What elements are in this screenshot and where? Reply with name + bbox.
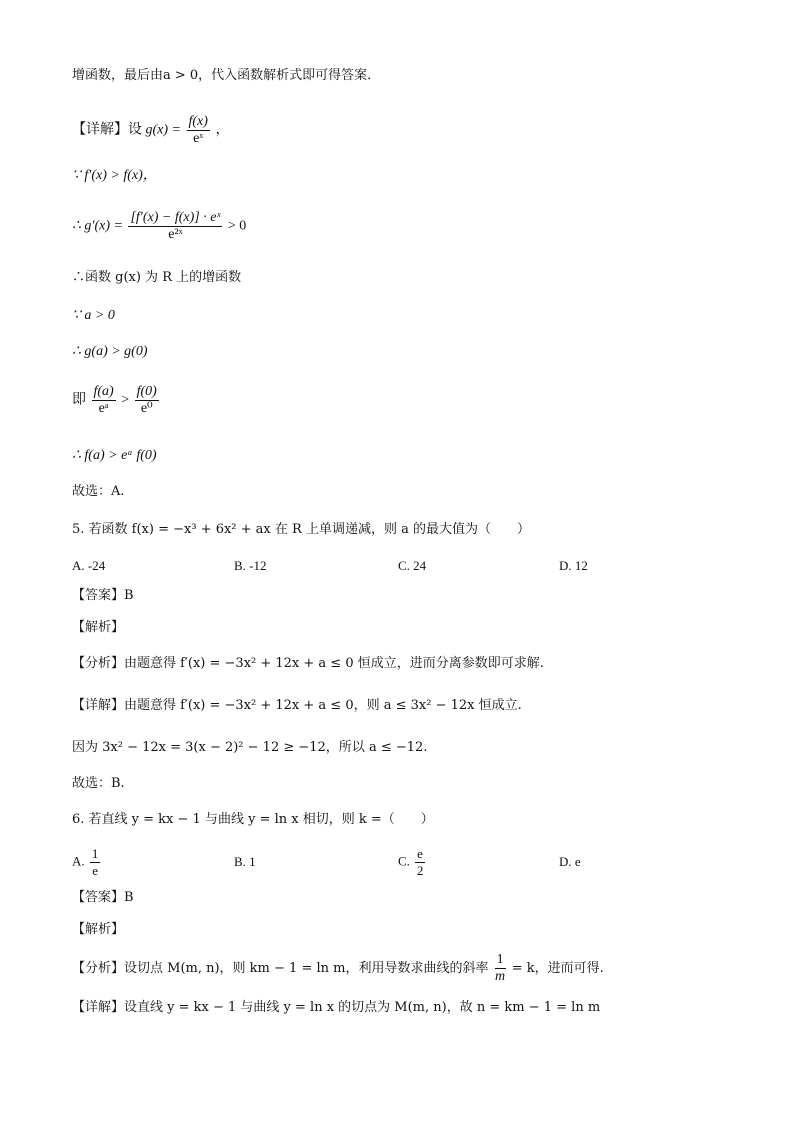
section-tag: 【详解】设: [72, 122, 142, 138]
detail-line: 【详解】由题意得 f′(x) = −3x² + 12x + a ≤ 0，则 a ≤ 3x² − 12x 恒成立.: [72, 698, 522, 713]
answer-line: 【答案】B: [72, 588, 134, 603]
fraction-den: m: [495, 969, 506, 984]
analysis-tag: 【解析】: [72, 922, 125, 937]
fraction: [92, 384, 116, 417]
analysis-line: [72, 952, 604, 985]
derivation-line: [72, 210, 246, 243]
fraction-num: e: [417, 846, 423, 861]
fraction-num: f(0): [136, 384, 157, 399]
detail-line: 因为 3x² − 12x = 3(x − 2)² − 12 ≥ −12，所以 a ≤ −12.: [72, 740, 428, 755]
analysis-tag: 【解析】: [72, 620, 125, 635]
fraction-num: 1: [496, 952, 504, 967]
answer-line: 【答案】B: [72, 890, 134, 905]
fraction-den: e⁰: [140, 401, 153, 416]
text-line: ∴函数 g(x) 为 R 上的增函数: [72, 270, 242, 285]
fraction-den: e²ˣ: [168, 227, 183, 242]
derivation-line: ∵ f′(x) > f(x)，: [72, 168, 157, 183]
derivation-line: [72, 114, 229, 147]
fraction: [135, 384, 159, 417]
text-line: ∵ a > 0: [72, 308, 115, 323]
text: 【分析】设切点 M(m, n)，则 km − 1 = ln m，利用导数求曲线的斜率: [72, 961, 489, 976]
text-line: 增函数，最后由a > 0，代入函数解析式即可得答案．: [72, 68, 381, 83]
question-6: 6. 若直线 y = kx − 1 与曲线 y = ln x 相切，则 k =（ ）: [72, 812, 434, 827]
option-c: C. 24: [398, 558, 427, 573]
text: = k，进而可得.: [511, 961, 604, 976]
option-d: D. e: [559, 854, 581, 869]
option-a: [72, 846, 102, 879]
detail-line: 【详解】设直线 y = kx − 1 与曲线 y = ln x 的切点为 M(m, n)，故 n = km − 1 = ln m: [72, 1000, 601, 1015]
text-line: ∴ f(a) > eᵃ f(0): [72, 448, 157, 463]
fraction-num: f(a): [93, 384, 114, 399]
text-line: ∴ g(a) > g(0): [72, 344, 148, 359]
math-expr: ∴ g′(x) =: [72, 218, 123, 234]
analysis-line: 【分析】由题意得 f′(x) = −3x² + 12x + a ≤ 0 恒成立，进而分离参数即可求解.: [72, 656, 544, 671]
fraction-den: eᵃ: [98, 401, 109, 416]
math-expr: > 0: [227, 218, 247, 234]
option-label: A.: [72, 853, 85, 869]
punct: ，: [215, 122, 230, 138]
option-c: [398, 846, 427, 879]
fraction-den: 2: [416, 863, 424, 878]
derivation-line: [72, 384, 161, 417]
text-line: 故选：A.: [72, 484, 125, 499]
question-5: 5. 若函数 f(x) = −x³ + 6x² + ax 在 R 上单调递减，则 a 的最大值为（ ）: [72, 522, 530, 537]
fraction-num: 1: [91, 846, 99, 861]
math-expr: g(x) =: [145, 122, 181, 138]
fraction: [128, 210, 222, 243]
option-label: C.: [398, 853, 410, 869]
fraction-num: [f′(x) − f(x)] · eˣ: [130, 210, 221, 225]
option-a: A. -24: [72, 558, 106, 573]
fraction: [187, 114, 210, 147]
fraction-den: eˣ: [193, 131, 204, 146]
fraction: [495, 952, 506, 985]
fraction-num: f(x): [188, 114, 208, 129]
choice-line: 故选：B.: [72, 776, 125, 791]
text: 即: [72, 392, 86, 408]
fraction-den: e: [92, 863, 99, 878]
option-b: B. -12: [234, 558, 267, 573]
option-b: B. 1: [234, 854, 256, 869]
fraction: [90, 846, 101, 879]
fraction: [415, 846, 425, 879]
option-d: D. 12: [559, 558, 588, 573]
math-op: >: [121, 392, 130, 408]
